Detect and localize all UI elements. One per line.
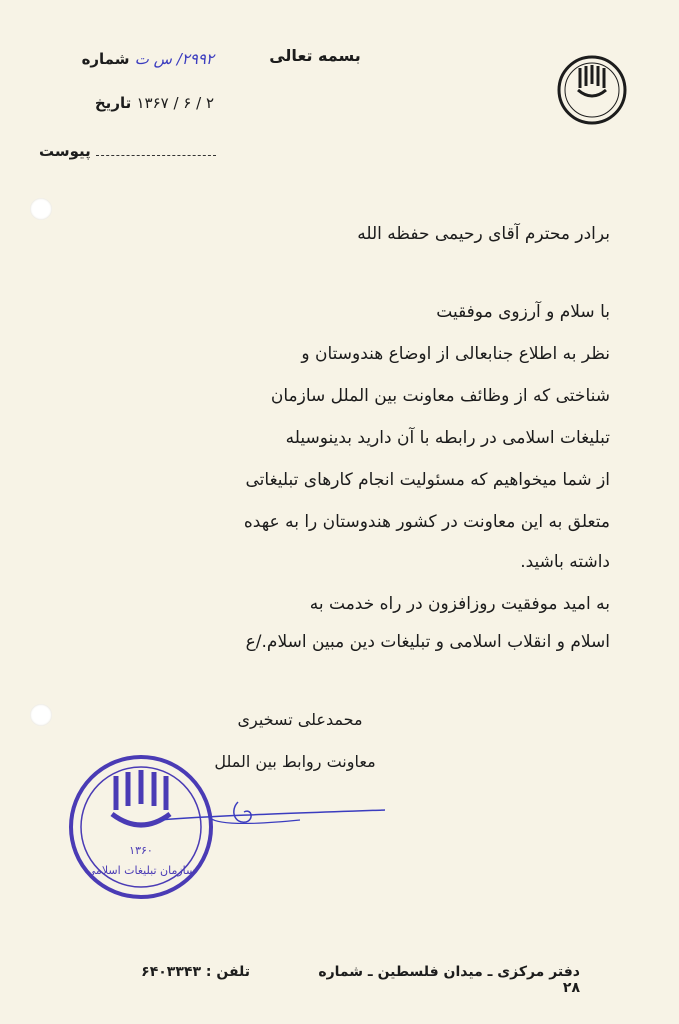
- paragraph-line: نظر به اطلاع جنابعالی از اوضاع هندوستان و: [301, 344, 610, 364]
- paragraph-line: شناختی که از وظائف معاونت بین الملل سازمان: [270, 386, 610, 406]
- paragraph-line: متعلق به این معاونت در کشور هندوستان را به عهده: [243, 512, 610, 532]
- punch-hole-bottom: [30, 704, 52, 726]
- attachment-dotted-line: [96, 147, 216, 156]
- handwritten-signature: [150, 790, 390, 840]
- organization-logo: [556, 54, 628, 126]
- attachment-field: [30, 142, 220, 160]
- closing-line: اسلام و انقلاب اسلامی و تبلیغات دین مبین اسلام./ع: [245, 632, 610, 652]
- paragraph-line: داشته باشید.: [520, 552, 610, 572]
- date-label: تاریخ: [94, 94, 132, 112]
- stamp-year: ۱۳۶۰: [129, 844, 153, 857]
- stamp-org-name: سازمان تبلیغات اسلامی: [86, 864, 196, 877]
- greeting: با سلام و آرزوی موفقیت: [436, 302, 610, 322]
- phone-label: تلفن :: [205, 964, 250, 980]
- footer-address: دفتر مرکزی ـ میدان فلسطین ـ شماره ۲۸: [318, 964, 580, 996]
- signer-title: معاونت روابط بین الملل: [214, 752, 376, 771]
- number-label: شماره: [81, 50, 130, 68]
- signer-name: محمدعلی تسخیری: [237, 710, 363, 729]
- phone-value: ۶۴۰۳۳۴۳: [141, 964, 201, 980]
- number-field: [30, 50, 220, 68]
- paragraph-line: تبلیغات اسلامی در رابطه با آن دارید بدینوسیله: [285, 428, 610, 448]
- footer-phone: [90, 964, 250, 980]
- number-value: ۲۹۹۲/ س ت: [134, 50, 214, 68]
- date-value: ۲ / ۶ / ۱۳۶۷: [136, 94, 214, 112]
- bismillah-heading: بسمه تعالی: [269, 46, 361, 65]
- punch-hole-top: [30, 198, 52, 220]
- salutation: برادر محترم آقای رحیمی حفظه الله: [357, 224, 610, 244]
- paragraph-line: از شما میخواهیم که مسئولیت انجام کارهای تبلیغاتی: [245, 470, 610, 490]
- date-field: [30, 94, 220, 112]
- attachment-label: پیوست: [38, 142, 91, 160]
- closing-line: به امید موفقیت روزافزون در راه خدمت به: [309, 594, 610, 614]
